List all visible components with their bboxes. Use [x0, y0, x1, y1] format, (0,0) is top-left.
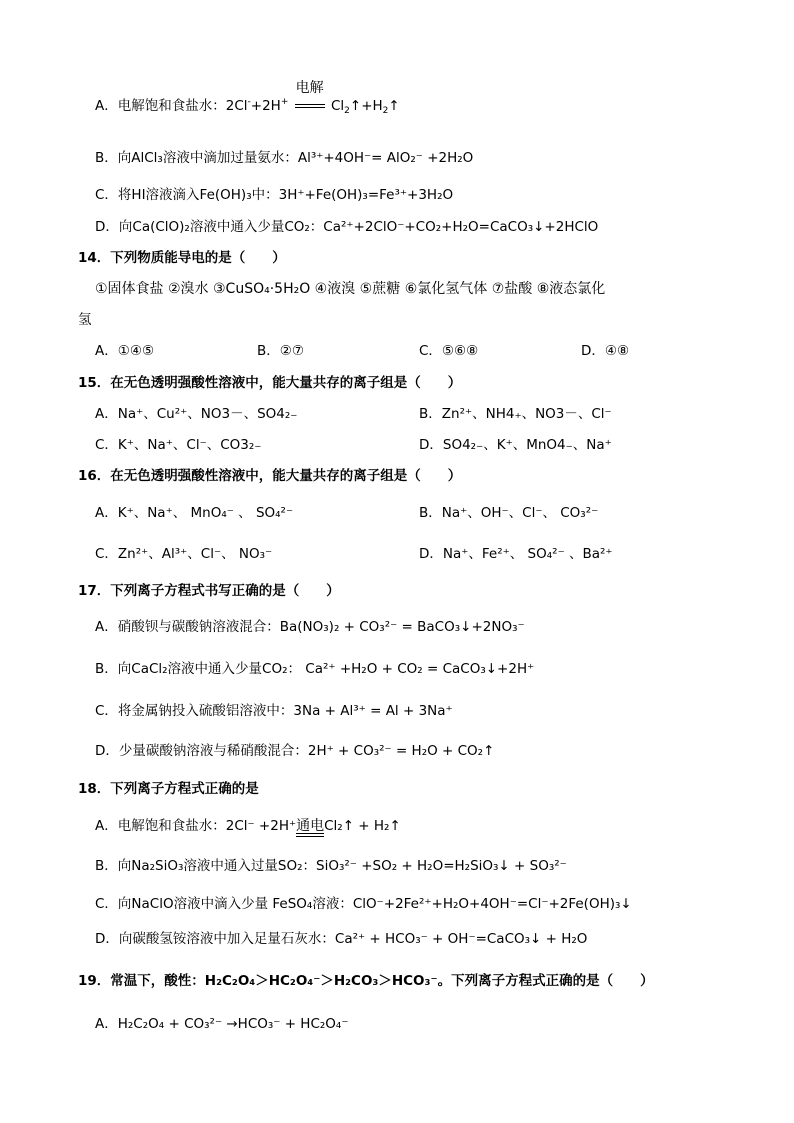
q18-a-condition-text: 通电	[296, 818, 325, 834]
q15-option-a: A．Na⁺、Cu²⁺、NO3－、SO4₂₋	[95, 406, 298, 422]
q14-option-a: A．①④⑤	[95, 343, 155, 359]
q17-option-d: D．少量碳酸钠溶液与稀硝酸混合：2H⁺ + CO₃²⁻ = H₂O + CO₂↑	[95, 743, 495, 759]
q13-a-mid: +2H	[250, 98, 281, 114]
q13-option-d: D．向Ca(ClO)₂溶液中通入少量CO₂：Ca²⁺+2ClO⁻+CO₂+H₂O=CaCO₃↓+2HClO	[95, 219, 599, 235]
q14-items: ①固体食盐 ②溴水 ③CuSO₄·5H₂O ④液溴 ⑤蔗糖 ⑥氯化氢气体 ⑦盐酸 ⑧液态氯化	[95, 281, 606, 297]
q17-option-b: B．向CaCl₂溶液中通入少量CO₂： Ca²⁺ +H₂O + CO₂ = CaCO₃↓+2H⁺	[95, 661, 535, 677]
q14-items-cont: 氢	[78, 312, 92, 328]
q13-a-prod: Cl	[330, 98, 345, 114]
q17-option-a: A．硝酸钡与碳酸钠溶液混合：Ba(NO₃)₂ + CO₃²⁻ = BaCO₃↓+2NO₃⁻	[95, 619, 525, 635]
q18-option-c: C．向NaClO溶液中滴入少量 FeSO₄溶液：ClO⁻+2Fe²⁺+H₂O+4OH⁻=Cl⁻+2Fe(OH)₃↓	[95, 896, 632, 912]
q16-option-a: A．K⁺、Na⁺、 MnO₄⁻ 、 SO₄²⁻	[95, 505, 294, 521]
q18-option-b: B．向Na₂SiO₃溶液中通入过量SO₂：SiO₃²⁻ +SO₂ + H₂O=H₂SiO₃↓ + SO₃²⁻	[95, 858, 567, 874]
q16-stem: 16．在无色透明强酸性溶液中，能大量共存的离子组是（ ）	[78, 468, 462, 484]
q16-option-b: B．Na⁺、OH⁻、Cl⁻、 CO₃²⁻	[419, 505, 599, 521]
q16-option-c: C．Zn²⁺、Al³⁺、Cl⁻、 NO₃⁻	[95, 546, 273, 562]
q18-a-condition	[296, 817, 324, 835]
q13-a-prod3: ↑	[388, 98, 400, 114]
q17-stem: 17．下列离子方程式书写正确的是（ ）	[78, 583, 340, 599]
q15-stem: 15．在无色透明强酸性溶液中，能大量共存的离子组是（ ）	[78, 375, 462, 391]
q16-option-d: D．Na⁺、Fe²⁺、 SO₄²⁻ 、Ba²⁺	[419, 546, 613, 562]
q18-a-equals-sign	[296, 833, 324, 837]
q13-a-prefix: A．电解饱和食盐水：2Cl	[95, 98, 248, 114]
q17-option-c: C．将金属钠投入硫酸铝溶液中：3Na + Al³⁺ = Al + 3Na⁺	[95, 703, 453, 719]
q13-a-prod2: ↑+H	[349, 98, 383, 114]
q15-option-d: D．SO4₂₋、K⁺、MnO4₋、Na⁺	[419, 437, 612, 453]
q13-option-c: C．将HI溶液滴入Fe(OH)₃中：3H⁺+Fe(OH)₃=Fe³⁺+3H₂O	[95, 187, 454, 203]
q15-option-b: B．Zn²⁺、NH4₊、NO3－、Cl⁻	[419, 406, 612, 422]
q13-a-equals-sign	[295, 104, 325, 108]
q13-a-condition-text: 电解	[295, 80, 324, 96]
q13-a-condition	[293, 80, 327, 115]
q18-option-a	[95, 817, 401, 835]
q19-option-a: A．H₂C₂O₄ + CO₃²⁻ →HCO₃⁻ + HC₂O₄⁻	[95, 1016, 349, 1032]
q15-option-c: C．K⁺、Na⁺、Cl⁻、CO3₂₋	[95, 437, 262, 453]
q18-stem: 18．下列离子方程式正确的是	[78, 781, 259, 797]
q14-option-b: B．②⑦	[257, 343, 304, 359]
q18-a-prefix: A．电解饱和食盐水：2Cl⁻ +2H⁺	[95, 818, 297, 834]
q14-option-c: C．⑤⑥⑧	[419, 343, 479, 359]
q19-stem: 19．常温下，酸性：H₂C₂O₄＞HC₂O₄⁻＞H₂CO₃＞HCO₃⁻。下列离子方程式正确的是（ ）	[78, 973, 654, 989]
q14-stem: 14．下列物质能导电的是（ ）	[78, 250, 286, 266]
q18-option-d: D．向碳酸氢铵溶液中加入足量石灰水：Ca²⁺ + HCO₃⁻ + OH⁻=CaCO₃↓ + H₂O	[95, 931, 588, 947]
q14-option-d: D．④⑧	[581, 343, 630, 359]
q13-option-a: A．电解饱和食盐水：2Cl-+2H+ 电解 $Cl_2↑+H_2↑$	[95, 80, 400, 116]
q13-option-b: B．向AlCl₃溶液中滴加过量氨水：Al³⁺+4OH⁻= AlO₂⁻ +2H₂O	[95, 150, 474, 166]
q18-a-suffix: Cl₂↑ + H₂↑	[324, 818, 401, 834]
